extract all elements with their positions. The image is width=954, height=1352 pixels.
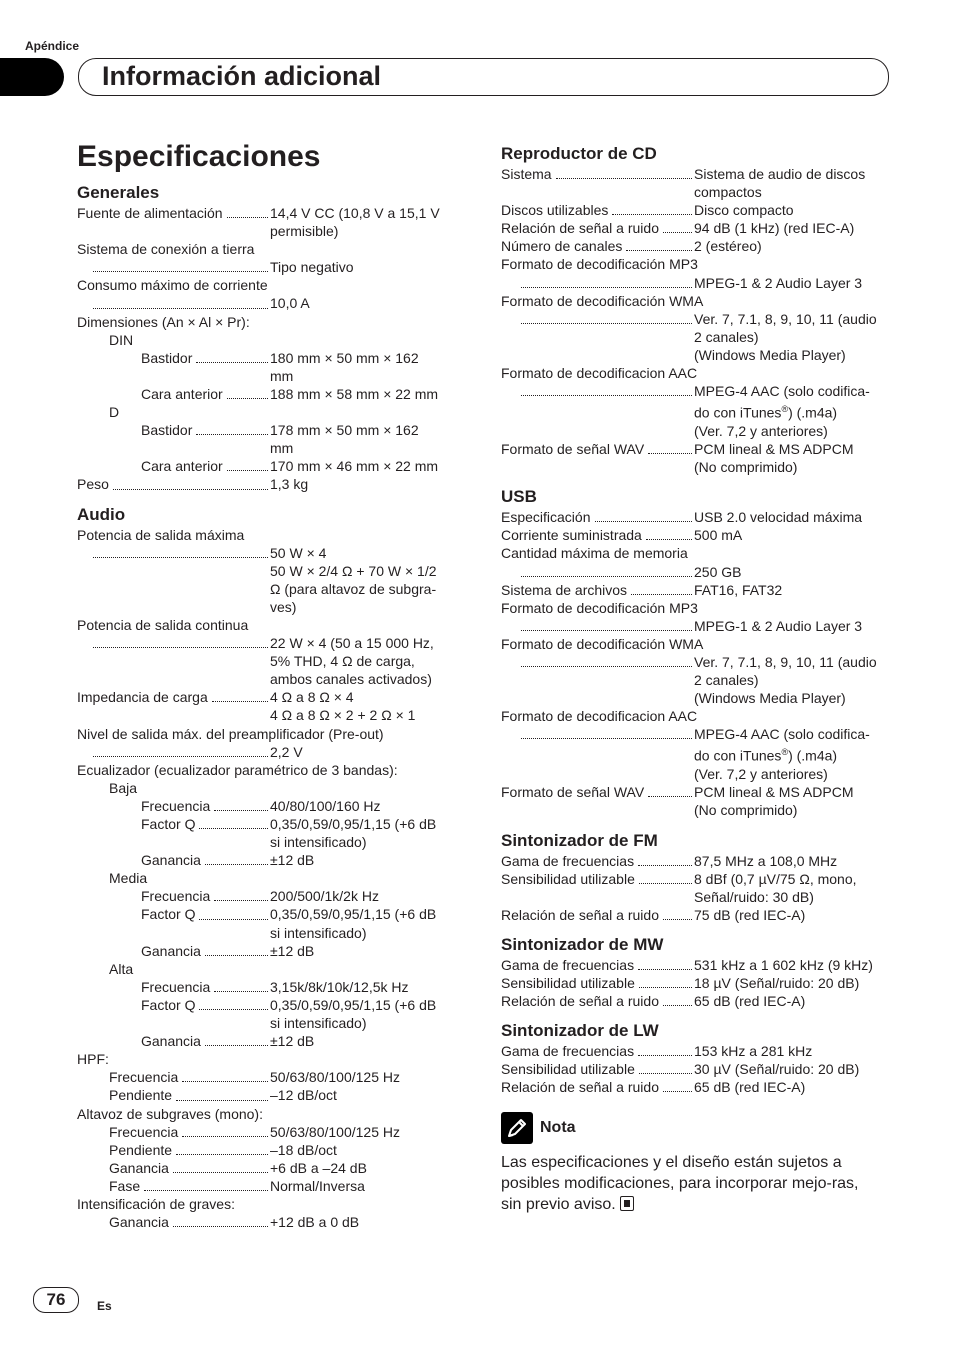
note-header [501, 1112, 901, 1144]
spec-label: Factor Q [141, 816, 196, 832]
spec-label: Frecuencia [141, 978, 211, 995]
spec-label: Relación de señal a ruido [501, 1079, 659, 1096]
spec-value: 5% THD, 4 Ω de carga, [270, 653, 415, 670]
spec-label: Altavoz de subgraves (mono): [77, 1105, 263, 1122]
spec-value: ambos canales activados) [270, 671, 432, 688]
spec-value: 4 Ω a 8 Ω × 2 + 2 Ω × 1 [270, 707, 416, 724]
spec-value: Señal/ruido: 30 dB) [694, 888, 814, 905]
spec-value: compactos [694, 184, 762, 201]
spec-label: Especificación [501, 509, 591, 526]
spec-value: 153 kHz a 281 kHz [694, 1043, 813, 1060]
spec-label: Nivel de salida máx. del preamplificador (Pre-out) [77, 725, 384, 742]
spec-value: 65 dB (red IEC-A) [694, 1079, 806, 1096]
subgroup-label: Baja [109, 779, 138, 796]
spec-label: Ganancia [141, 852, 201, 869]
spec-value: 200/500/1k/2k Hz [270, 888, 379, 905]
spec-row [77, 1086, 469, 1104]
section-tab-marker [0, 58, 64, 96]
spec-label: Bastidor [141, 422, 193, 439]
spec-label: Potencia de salida continua [77, 616, 249, 633]
spec-label: Formato de señal WAV [501, 784, 645, 801]
spec-row [77, 349, 469, 367]
spec-row [77, 815, 469, 833]
spec-value: 2 (estéreo) [694, 238, 762, 255]
spec-label: Peso [77, 476, 109, 493]
spec-value: ±12 dB [270, 852, 315, 869]
spec-row [501, 852, 901, 870]
spec-value: –12 dB/oct [270, 1087, 337, 1104]
subgroup-label: DIN [109, 331, 134, 348]
spec-label: Ganancia [141, 942, 201, 959]
spec-value: FAT16, FAT32 [694, 581, 783, 598]
spec-label: Ganancia [141, 1033, 201, 1050]
spec-row [77, 978, 469, 996]
spec-value: 4 Ω a 8 Ω × 4 [270, 689, 354, 706]
spec-value: 50/63/80/100/125 Hz [270, 1123, 400, 1140]
spec-value: Ver. 7, 7.1, 8, 9, 10, 11 (audio [694, 310, 877, 327]
spec-row [501, 237, 901, 255]
heading-lw: Sintonizador de LW [501, 1021, 659, 1041]
appendix-label: Apéndice [25, 39, 80, 53]
spec-label: Frecuencia [109, 1123, 179, 1140]
spec-value: 2 canales) [694, 328, 759, 345]
spec-label: HPF: [77, 1051, 109, 1068]
spec-row [501, 581, 901, 599]
right-column [501, 143, 901, 1215]
spec-row [77, 634, 469, 652]
spec-label: Sistema de conexión a tierra [77, 241, 255, 258]
spec-row [77, 1032, 469, 1050]
spec-label: Sensibilidad utilizable [501, 1061, 635, 1078]
spec-row [77, 996, 469, 1014]
language-code: Es [97, 1299, 112, 1313]
spec-label: Discos utilizables [501, 202, 609, 219]
spec-label: Número de canales [501, 238, 623, 255]
spec-row [501, 617, 901, 635]
spec-value: 94 dB (1 kHz) (red IEC-A) [694, 220, 855, 237]
spec-row [501, 382, 901, 400]
spec-value-part: ) (.m4a) [788, 404, 838, 421]
spec-label: Frecuencia [141, 797, 211, 814]
spec-value: 40/80/100/160 Hz [270, 797, 381, 814]
spec-label: Factor Q [141, 906, 196, 923]
spec-row [77, 457, 469, 475]
spec-row [77, 688, 469, 706]
spec-row [501, 725, 901, 743]
spec-value: USB 2.0 velocidad máxima [694, 509, 863, 526]
spec-row [501, 201, 901, 219]
spec-label: Formato de señal WAV [501, 441, 645, 458]
spec-value: 8 dBf (0,7 µV/75 Ω, mono, [694, 870, 857, 887]
spec-row [501, 783, 901, 801]
spec-value: Normal/Inversa [270, 1177, 365, 1194]
spec-value: 10,0 A [270, 295, 310, 312]
note-text [501, 1152, 881, 1215]
spec-value: 75 dB (red IEC-A) [694, 906, 806, 923]
spec-value: PCM lineal & MS ADPCM [694, 441, 854, 458]
spec-row [501, 956, 901, 974]
spec-value: (No comprimido) [694, 802, 798, 819]
spec-row [77, 797, 469, 815]
spec-label: Relación de señal a ruido [501, 993, 659, 1010]
spec-value: 87,5 MHz a 108,0 MHz [694, 852, 838, 869]
heading-usb: USB [501, 487, 537, 507]
spec-value: 50 W × 2/4 Ω + 70 W × 1/2 [270, 562, 437, 579]
spec-value: 180 mm × 50 mm × 162 [270, 349, 419, 366]
spec-row [77, 1123, 469, 1141]
registered-mark: ® [781, 404, 789, 415]
spec-row [77, 905, 469, 923]
spec-value: 50 W × 4 [270, 544, 327, 561]
spec-label: Cara anterior [141, 458, 223, 475]
spec-label: Corriente suministrada [501, 527, 642, 544]
spec-value: (Windows Media Player) [694, 690, 846, 707]
page-number: 76 [33, 1287, 79, 1313]
spec-row [77, 258, 469, 276]
spec-value: Ω (para altavoz de subgra- [270, 580, 437, 597]
spec-label: Fase [109, 1177, 141, 1194]
spec-row [77, 1068, 469, 1086]
spec-value: MPEG-1 & 2 Audio Layer 3 [694, 617, 863, 634]
subgroup-label: Media [109, 870, 148, 887]
spec-row [501, 526, 901, 544]
spec-label: Sensibilidad utilizable [501, 870, 635, 887]
spec-label: Fuente de alimentación [77, 205, 223, 221]
heading-fm: Sintonizador de FM [501, 830, 658, 850]
spec-label: Formato de decodificación MP3 [501, 256, 698, 273]
subgroup-label: D [109, 404, 120, 421]
subgroup-label: Alta [109, 960, 134, 977]
spec-row [77, 851, 469, 869]
spec-value: Tipo negativo [270, 259, 354, 276]
spec-value: 188 mm × 58 mm × 22 mm [270, 385, 439, 402]
spec-row [501, 653, 901, 671]
spec-value: PCM lineal & MS ADPCM [694, 784, 854, 801]
spec-value: si intensificado) [270, 834, 367, 851]
spec-value: –18 dB/oct [270, 1141, 337, 1158]
spec-value: mm [270, 440, 294, 457]
page-title: Especificaciones [77, 140, 321, 173]
spec-row [77, 204, 469, 222]
spec-label: Gama de frecuencias [501, 1043, 635, 1060]
spec-label: Cara anterior [141, 385, 223, 402]
spec-value-part: ) (.m4a) [788, 748, 838, 765]
heading-mw: Sintonizador de MW [501, 934, 664, 954]
spec-row [77, 743, 469, 761]
spec-value: Disco compacto [694, 202, 794, 219]
spec-value: Sistema de audio de discos [694, 166, 866, 182]
spec-value: si intensificado) [270, 924, 367, 941]
spec-label: Formato de decodificación WMA [501, 635, 704, 652]
spec-row [77, 1177, 469, 1195]
spec-label: Consumo máximo de corriente [77, 277, 268, 294]
spec-label: Factor Q [141, 996, 196, 1013]
spec-row [501, 440, 901, 458]
spec-row [501, 165, 901, 183]
spec-label: Relación de señal a ruido [501, 220, 659, 237]
spec-value: 0,35/0,59/0,95/1,15 (+6 dB [270, 816, 437, 832]
spec-value: +12 dB a 0 dB [270, 1214, 360, 1231]
spec-row [501, 974, 901, 992]
spec-value: (No comprimido) [694, 459, 798, 476]
spec-value: 0,35/0,59/0,95/1,15 (+6 dB [270, 906, 437, 923]
note-pencil-icon [501, 1112, 533, 1144]
spec-row [501, 906, 901, 924]
spec-label: Gama de frecuencias [501, 956, 635, 973]
spec-value: 30 µV (Señal/ruido: 20 dB) [694, 1061, 860, 1078]
spec-value: 14,4 V CC (10,8 V a 15,1 V [270, 205, 440, 221]
spec-value: ves) [270, 598, 297, 615]
heading-cd: Reproductor de CD [501, 144, 657, 163]
spec-row [501, 1042, 901, 1060]
spec-value: 500 mA [694, 527, 743, 544]
note-label: Nota [540, 1119, 576, 1137]
spec-value-part: do con iTunes [694, 404, 782, 421]
spec-value: ±12 dB [270, 942, 315, 959]
left-column [77, 182, 469, 1231]
spec-label: Ganancia [109, 1159, 169, 1176]
spec-row [77, 887, 469, 905]
spec-value: (Ver. 7,2 y anteriores) [694, 766, 828, 783]
spec-label: Formato de decodificación WMA [501, 292, 704, 309]
spec-value: MPEG-4 AAC (solo codifica- [694, 726, 870, 743]
spec-row [501, 310, 901, 328]
spec-label: Sistema [501, 166, 552, 182]
spec-row [77, 1159, 469, 1177]
spec-value: 2,2 V [270, 743, 303, 760]
spec-label: Pendiente [109, 1141, 173, 1158]
spec-label: Formato de decodificacion AAC [501, 708, 698, 725]
note-text-content: Las especificaciones y el diseño están sujetos a posibles modificaciones, para incorporar mejo-ras, sin previo aviso. [501, 1154, 859, 1214]
spec-label: Bastidor [141, 349, 193, 366]
spec-value: mm [270, 367, 294, 384]
heading-audio: Audio [77, 504, 126, 524]
section-title: Información adicional [102, 61, 382, 91]
spec-label: Relación de señal a ruido [501, 906, 659, 923]
spec-label: Formato de decodificación MP3 [501, 599, 698, 616]
spec-label: Impedancia de carga [77, 689, 208, 706]
spec-value: Ver. 7, 7.1, 8, 9, 10, 11 (audio [694, 654, 877, 670]
spec-value: +6 dB a –24 dB [270, 1159, 367, 1176]
spec-row [77, 385, 469, 403]
spec-value [501, 400, 901, 422]
end-of-section-icon [620, 1196, 634, 1211]
spec-label: Sistema de archivos [501, 581, 628, 598]
spec-row [77, 1141, 469, 1159]
spec-label: Frecuencia [109, 1069, 179, 1086]
spec-row [501, 992, 901, 1010]
spec-value: 3,15k/8k/10k/12,5k Hz [270, 978, 409, 995]
spec-value: 250 GB [694, 563, 742, 580]
spec-value: MPEG-1 & 2 Audio Layer 3 [694, 274, 863, 291]
spec-value: ±12 dB [270, 1033, 315, 1050]
spec-label: Dimensiones (An × Al × Pr): [77, 313, 250, 330]
spec-row [501, 870, 901, 888]
spec-label: Ganancia [109, 1214, 169, 1231]
spec-value: 50/63/80/100/125 Hz [270, 1069, 400, 1086]
spec-value: 22 W × 4 (50 a 15 000 Hz, [270, 635, 434, 652]
spec-value: 178 mm × 50 mm × 162 [270, 422, 419, 439]
spec-value: MPEG-4 AAC (solo codifica- [694, 383, 870, 400]
spec-value: si intensificado) [270, 1015, 367, 1032]
spec-value: (Windows Media Player) [694, 346, 846, 363]
spec-row [501, 219, 901, 237]
spec-label: Ecualizador (ecualizador paramétrico de 3 bandas): [77, 761, 398, 778]
spec-value: 531 kHz a 1 602 kHz (9 kHz) [694, 956, 873, 973]
spec-row [77, 475, 469, 493]
spec-row [77, 294, 469, 312]
spec-value: 0,35/0,59/0,95/1,15 (+6 dB [270, 996, 437, 1013]
spec-value: (Ver. 7,2 y anteriores) [694, 422, 828, 439]
spec-value: 65 dB (red IEC-A) [694, 993, 806, 1010]
spec-label: Pendiente [109, 1087, 173, 1104]
spec-value: 18 µV (Señal/ruido: 20 dB) [694, 974, 860, 991]
spec-value-part: do con iTunes [694, 748, 782, 765]
spec-label: Sensibilidad utilizable [501, 974, 635, 991]
registered-mark: ® [781, 747, 789, 758]
spec-label: Intensificación de graves: [77, 1195, 235, 1212]
spec-label: Frecuencia [141, 888, 211, 905]
spec-value: permisible) [270, 223, 339, 240]
spec-value [501, 743, 901, 765]
spec-row [501, 1078, 901, 1096]
spec-row [77, 421, 469, 439]
spec-row [77, 1213, 469, 1231]
spec-value: 1,3 kg [270, 476, 309, 493]
spec-row [501, 1060, 901, 1078]
spec-row [501, 508, 901, 526]
spec-value: 170 mm × 46 mm × 22 mm [270, 458, 439, 475]
spec-label: Formato de decodificacion AAC [501, 365, 698, 382]
spec-label: Cantidad máxima de memoria [501, 545, 688, 562]
spec-row [77, 544, 469, 562]
spec-label: Gama de frecuencias [501, 852, 635, 869]
spec-row [501, 563, 901, 581]
heading-generales: Generales [77, 183, 160, 202]
spec-row [501, 274, 901, 292]
spec-label: Potencia de salida máxima [77, 526, 245, 543]
spec-row [77, 942, 469, 960]
spec-value: 2 canales) [694, 672, 759, 689]
